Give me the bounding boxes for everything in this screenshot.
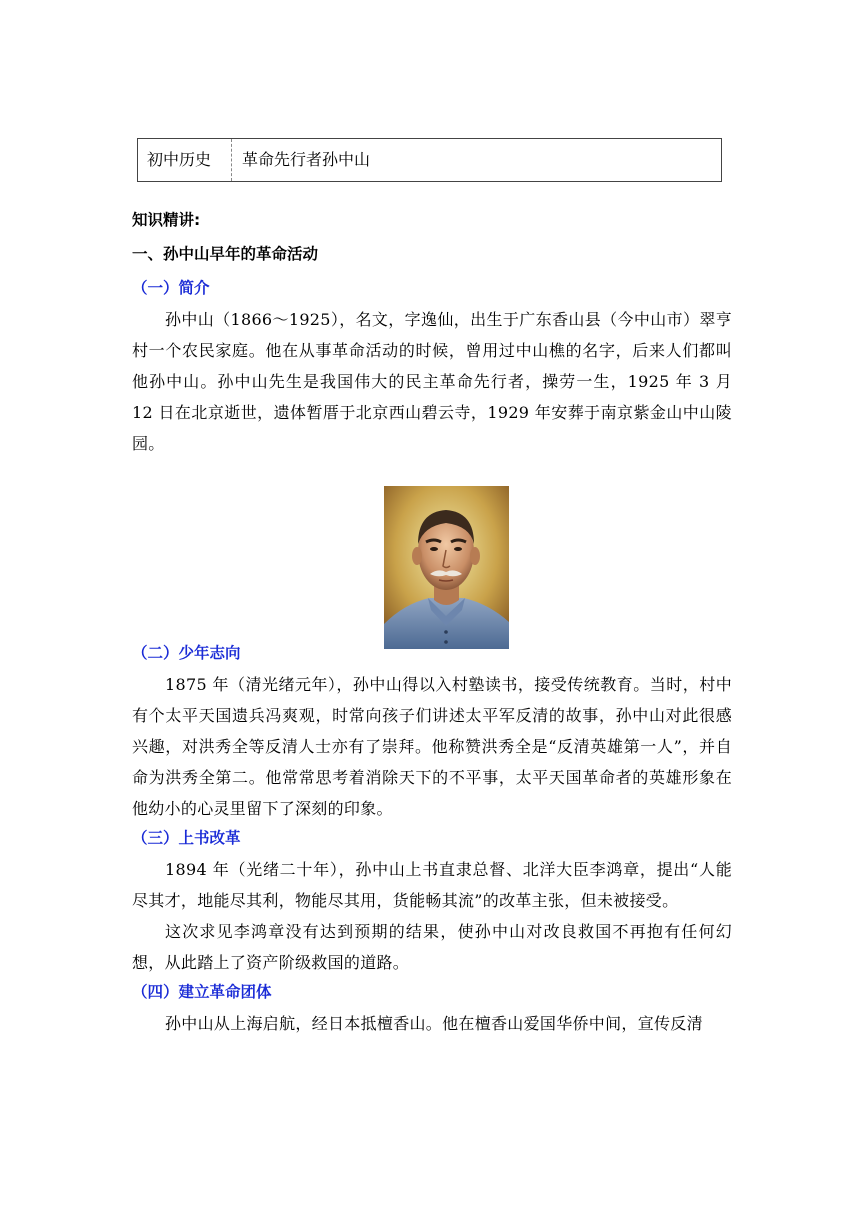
organization-paragraph: 孙中山从上海启航，经日本抵檀香山。他在檀香山爱国华侨中间，宣传反清 bbox=[165, 1014, 703, 1033]
section-title: 一、孙中山早年的革命活动 bbox=[132, 245, 319, 263]
youth-paragraph: 1875 年（清光绪元年），孙中山得以入村塾读书，接受传统教育。当时，村中有个太平天国遗兵冯爽观，时常向孩子们讲述太平军反清的故事，孙中山对此很感兴趣，对洪秀全等反清人士亦有了崇拜。他称赞洪秀全是“反清英雄第一人”，并自命为洪秀全第二。他常常思考着消除天下的不平事，太平天国革命者的英雄形象在他幼小的心灵里留下了深刻的印象。 bbox=[132, 675, 732, 818]
knowledge-label: 知识精讲: bbox=[132, 211, 201, 229]
organization-heading: （四）建立革命团体 bbox=[132, 983, 272, 1001]
reform-paragraph-1: 1894 年（光绪二十年），孙中山上书直隶总督、北洋大臣李鸿章，提出“人能尽其才，地能尽其利，物能尽其用，货能畅其流”的改革主张，但未被接受。 bbox=[132, 860, 732, 910]
intro-paragraph: 孙中山（1866～1925），名文，字逸仙，出生于广东香山县（今中山市）翠亨村一个农民家庭。他在从事革命活动的时候，曾用过中山樵的名字，后来人们都叫他孙中山。孙中山先生是我国伟大的民主革命先行者，操劳一生，1925 年 3 月 12 日在北京逝世，遗体暂厝于北京西山碧云寺，1929 年安葬于南京紫金山中山陵园。 bbox=[132, 310, 732, 453]
youth-heading: （二）少年志向 bbox=[132, 644, 241, 662]
header-table bbox=[137, 138, 722, 182]
lesson-title-cell: 革命先行者孙中山 bbox=[242, 150, 371, 169]
reform-paragraph-2: 这次求见李鸿章没有达到预期的结果，使孙中山对改良救国不再抱有任何幻想，从此踏上了资产阶级救国的道路。 bbox=[132, 922, 732, 972]
intro-heading: （一）简介 bbox=[132, 279, 210, 297]
subject-cell: 初中历史 bbox=[138, 139, 232, 181]
portrait-image bbox=[384, 486, 509, 649]
reform-heading: （三）上书改革 bbox=[132, 829, 241, 847]
